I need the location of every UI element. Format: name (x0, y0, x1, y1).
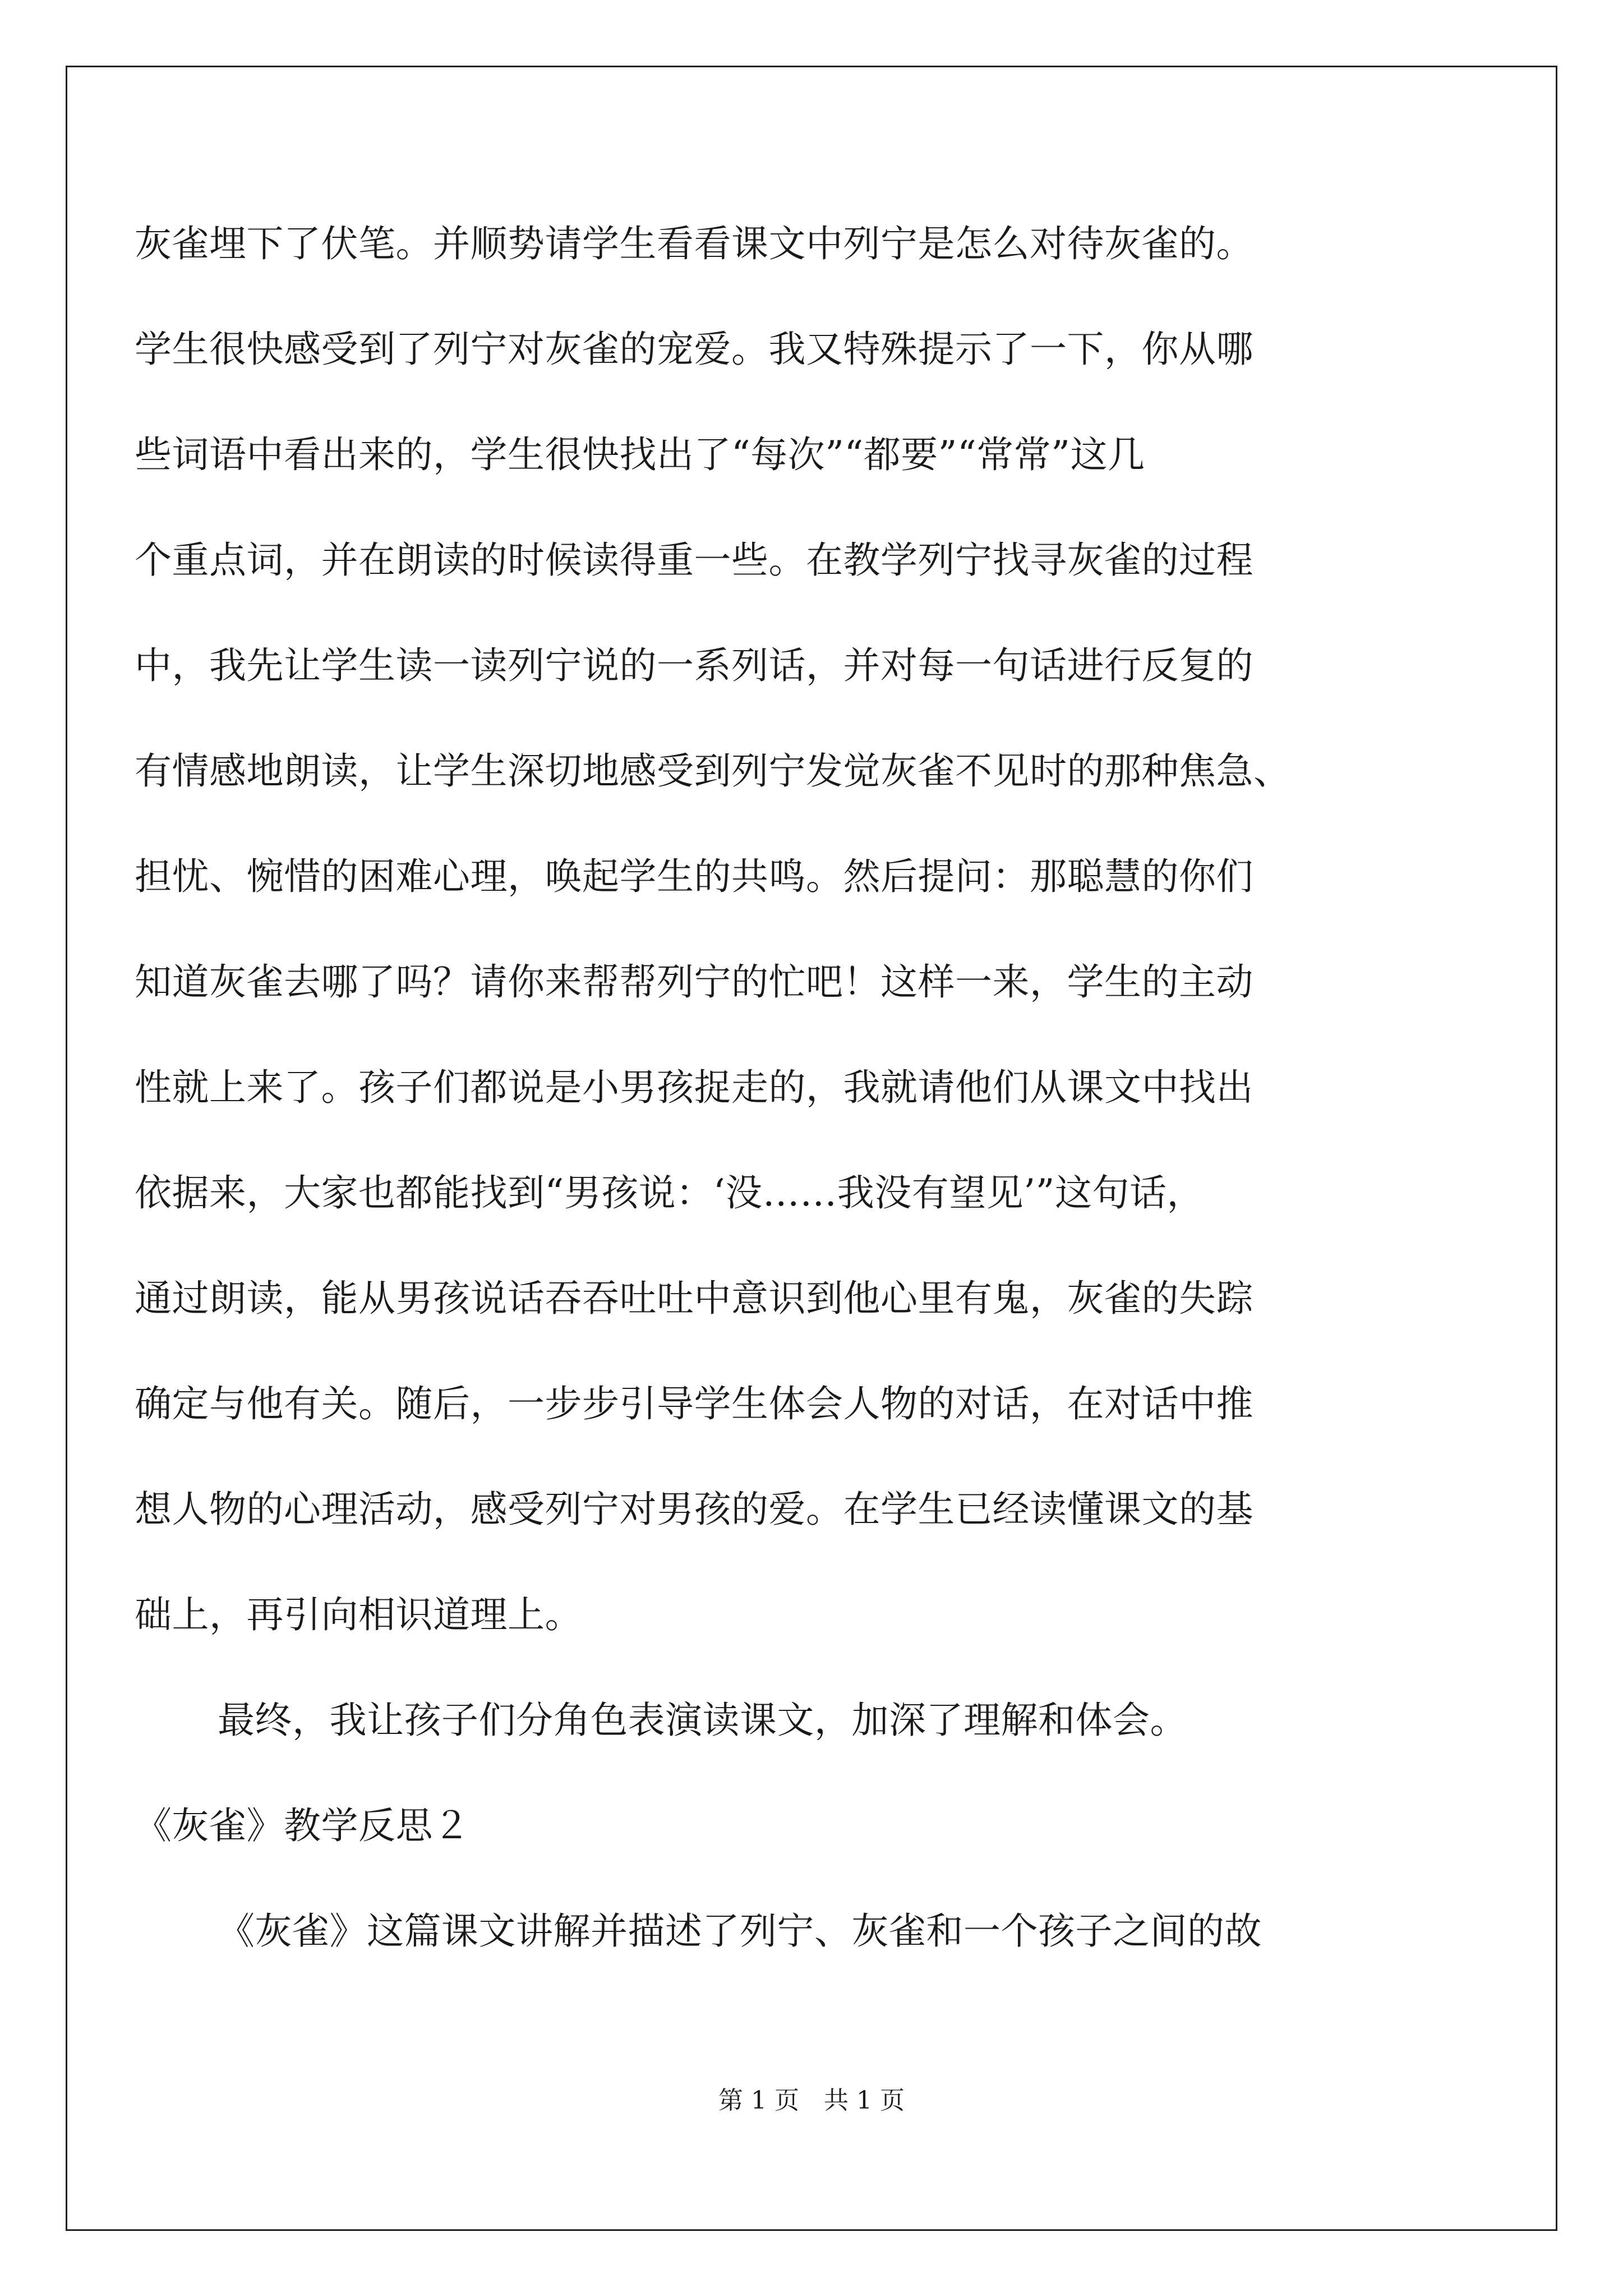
body-line: 灰雀埋下了伏笔。并顺势请学生看看课文中列宁是怎么对待灰雀的。 (135, 222, 1253, 265)
body-line: 些词语中看出来的，学生很快找出了“每次”“都要”“常常”这几 (135, 433, 1145, 476)
body-line: 中，我先让学生读一读列宁说的一系列话，并对每一句话进行反复的 (135, 644, 1253, 687)
body-line: 通过朗读，能从男孩说话吞吞吐吐中意识到他心里有鬼，灰雀的失踪 (135, 1277, 1253, 1320)
body-line: 性就上来了。孩子们都说是小男孩捉走的，我就请他们从课文中找出 (135, 1066, 1253, 1109)
body-line: 础上，再引向相识道理上。 (135, 1593, 582, 1636)
body-line: 学生很快感受到了列宁对灰雀的宠爱。我又特殊提示了一下，你从哪 (135, 328, 1253, 371)
body-line: 想人物的心理活动，感受列宁对男孩的爱。在学生已经读懂课文的基 (135, 1488, 1253, 1531)
body-line: 确定与他有关。随后，一步步引导学生体会人物的对话，在对话中推 (135, 1382, 1253, 1425)
page-number-footer: 第 1 页 共 1 页 (718, 2086, 905, 2115)
section-heading: 《灰雀》教学反思２ (135, 1804, 471, 1847)
body-line: 个重点词，并在朗读的时候读得重一些。在教学列宁找寻灰雀的过程 (135, 539, 1253, 582)
body-line: 依据来，大家也都能找到“男孩说：‘没……我没有望见’”这句话， (135, 1171, 1204, 1214)
next-paragraph-line: 《灰雀》这篇课文讲解并描述了列宁、灰雀和一个孩子之间的故 (218, 1910, 1262, 1953)
body-line: 担忧、惋惜的困难心理，唤起学生的共鸣。然后提问：那聪慧的你们 (135, 855, 1253, 898)
closing-paragraph: 最终，我让孩子们分角色表演读课文，加深了理解和体会。 (218, 1699, 1187, 1742)
body-line: 知道灰雀去哪了吗？请你来帮帮列宁的忙吧！这样一来，学生的主动 (135, 960, 1253, 1004)
body-line: 有情感地朗读，让学生深切地感受到列宁发觉灰雀不见时的那种焦急、 (135, 749, 1291, 793)
